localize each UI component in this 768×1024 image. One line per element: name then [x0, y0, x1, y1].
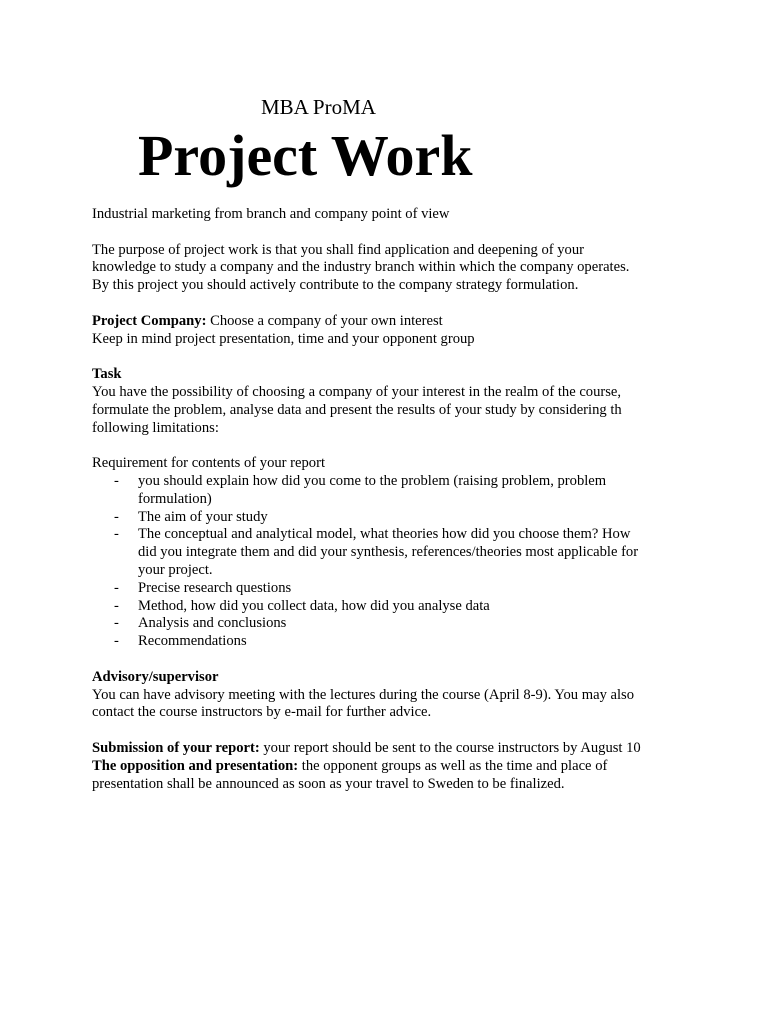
submission-text: your report should be sent to the course instructors by August 10 — [259, 739, 641, 756]
task-heading: Task — [92, 366, 122, 383]
list-item-line: formulation) — [138, 490, 212, 507]
opposition-line — [92, 758, 732, 776]
task-line: You have the possibility of choosing a company of your interest in the realm of the course, — [92, 383, 622, 400]
list-item — [92, 633, 732, 651]
project-company-note: Keep in mind project presentation, time and your opponent group — [92, 330, 475, 347]
list-dash: - — [114, 633, 119, 650]
submission-label: Submission of your report: — [92, 739, 260, 756]
purpose-line: By this project you should actively contribute to the company strategy formulation. — [92, 277, 579, 294]
list-item-line: Recommendations — [138, 633, 247, 650]
requirements-intro: Requirement for contents of your report — [92, 455, 326, 472]
list-item-line: Analysis and conclusions — [138, 615, 287, 632]
list-dash: - — [114, 526, 119, 543]
list-item-line: you should explain how did you come to the problem (raising problem, problem — [138, 472, 607, 489]
project-company-text: Choose a company of your own interest — [206, 312, 443, 329]
list-item — [92, 526, 732, 579]
advisory-line: You can have advisory meeting with the lectures during the course (April 8-9). You may also — [92, 686, 635, 703]
list-item-line: The aim of your study — [138, 508, 268, 525]
purpose-line: knowledge to study a company and the industry branch within which the company operates. — [92, 259, 630, 276]
list-dash: - — [114, 579, 119, 596]
list-dash: - — [114, 508, 119, 525]
opposition-line-2: presentation shall be announced as soon as your travel to Sweden to be finalized. — [92, 775, 565, 792]
document-body — [92, 206, 732, 793]
list-dash: - — [114, 472, 119, 489]
task-paragraph — [92, 384, 732, 437]
task-line: formulate the problem, analyse data and present the results of your study by considering th — [92, 401, 622, 418]
list-item — [92, 509, 732, 527]
list-item-line: your project. — [138, 561, 213, 578]
purpose-line: The purpose of project work is that you shall find application and deepening of your — [92, 241, 585, 258]
submission-line — [92, 740, 732, 758]
advisory-line: contact the course instructors by e-mail for further advice. — [92, 704, 432, 721]
opposition-label: The opposition and presentation: — [92, 757, 299, 774]
document-title: Project Work — [138, 123, 473, 188]
task-line: following limitations: — [92, 419, 219, 436]
advisory-heading: Advisory/supervisor — [92, 668, 219, 685]
list-item-line: Method, how did you collect data, how did you analyse data — [138, 597, 490, 614]
list-item-line: The conceptual and analytical model, what theories how did you choose them? How — [138, 526, 631, 543]
topic-line: Industrial marketing from branch and company point of view — [92, 206, 450, 222]
requirements-list — [92, 473, 732, 651]
list-item — [92, 615, 732, 633]
list-dash: - — [114, 597, 119, 614]
list-item — [92, 580, 732, 598]
opposition-text: the opponent groups as well as the time and place of — [298, 757, 608, 774]
list-item — [92, 598, 732, 616]
purpose-paragraph — [92, 242, 732, 295]
list-item — [92, 473, 732, 509]
list-item-line: Precise research questions — [138, 579, 292, 596]
project-company-line — [92, 313, 732, 331]
list-item-line: did you integrate them and did your synthesis, references/theories most applicable for — [138, 544, 639, 561]
document-subtitle: MBA ProMA — [261, 95, 376, 119]
advisory-paragraph — [92, 687, 732, 723]
project-company-label: Project Company: — [92, 312, 207, 329]
list-dash: - — [114, 615, 119, 632]
